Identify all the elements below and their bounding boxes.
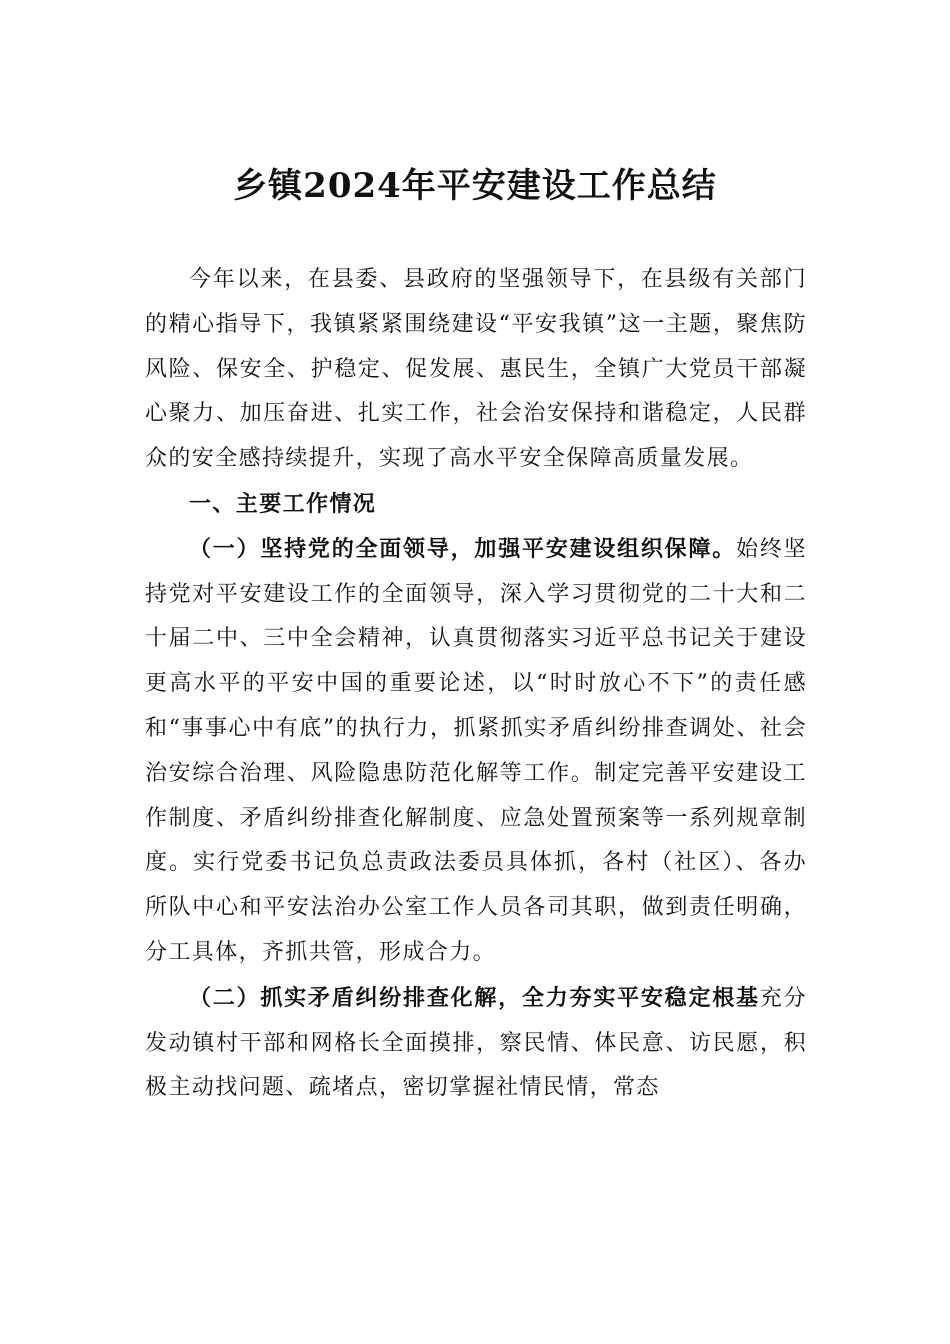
document-body: [145, 258, 807, 1111]
paragraph-2-body: 充分发动镇村干部和网格长全面摸排，察民情、体民意、访民愿，积极主动找问题、疏堵点，密切掌握社情民情，常态: [145, 985, 807, 1101]
paragraph-1-lead: （一）坚持党的全面领导，加强平安建设组织保障。: [189, 535, 737, 562]
paragraph-1: [145, 527, 807, 976]
section-heading: 一、主要工作情况: [189, 490, 377, 517]
paragraph-1-body: 始终坚持党对平安建设工作的全面领导，深入学习贯彻党的二十大和二十届二中、三中全会精神，认真贯彻落实习近平总书记关于建设更高水平的平安中国的重要论述，以“时时放心不下”的责任感和“事事心中有底”的执行力，抓紧抓实矛盾纠纷排查调处、社会治安综合治理、风险隐患防范化解等工作。制定完善平安建设工作制度、矛盾纠纷排查化解制度、应急处置预案等一系列规章制度。实行党委书记负总责政法委员具体抓，各村（社区）、各办所队中心和平安法治办公室工作人员各司其职，做到责任明确，分工具体，齐抓共管，形成合力。: [145, 536, 807, 965]
intro-paragraph: 今年以来，在县委、县政府的坚强领导下，在县级有关部门的精心指导下，我镇紧紧围绕建设“平安我镇”这一主题，聚焦防风险、保安全、护稳定、促发展、惠民生，全镇广大党员干部凝心聚力、加压奋进、扎实工作，社会治安保持和谐稳定，人民群众的安全感持续提升，实现了高水平安全保障高质量发展。: [145, 267, 807, 472]
document-title: 乡镇2024年平安建设工作总结: [233, 166, 717, 206]
paragraph-2-lead: （二）抓实矛盾纠纷排查化解，全力夯实平安稳定根基: [189, 984, 760, 1011]
paragraph-2: [145, 976, 807, 1111]
